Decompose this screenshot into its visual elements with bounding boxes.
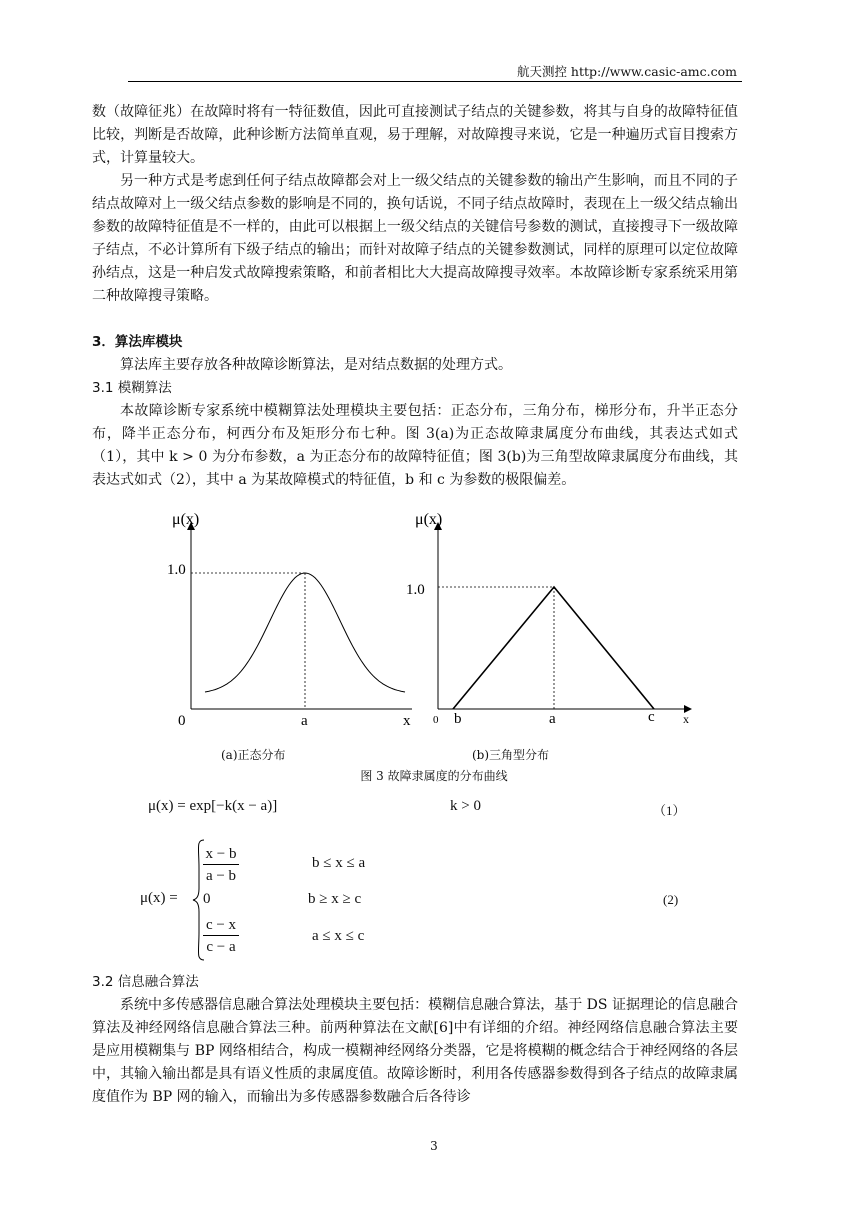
subcaption-a: (a)正态分布: [221, 748, 286, 762]
eq2-row1-cond: b ≤ x ≤ a: [312, 855, 366, 871]
panel-b: [406, 511, 689, 727]
eq1-lhs: μ(x) = exp[−k(x − a)]: [148, 798, 278, 814]
panel-b-origin: 0: [433, 714, 439, 726]
subsection-heading: 3.2 信息融合算法: [92, 974, 199, 990]
figure-caption: 图 3 故障隶属度的分布曲线: [360, 769, 508, 783]
panel-b-x-label: x: [683, 712, 689, 726]
header-rule: [128, 81, 742, 82]
eq1-number: （1）: [653, 803, 686, 818]
panel-b-a-label: a: [549, 711, 556, 727]
eq2-row1-fraction: [203, 844, 239, 887]
panel-a-x-label: x: [403, 713, 411, 729]
paragraph: 数（故障征兆）在故障时将有一特征数值，因此可直接测试子结点的关键参数，将其与自身的故障特征值比较，判断是否故障，此种诊断方法简单直观，易于理解，对故障搜寻来说，它是一种遍历式盲目搜索方式，计算量较大。: [92, 104, 738, 166]
eq2-row3-den: c − a: [206, 939, 236, 955]
panel-b-triangle: [453, 587, 654, 709]
eq2-lhs: μ(x) =: [140, 890, 178, 906]
panel-b-ylabel: μ(x): [415, 511, 443, 528]
panel-a-ylabel: μ(x): [172, 511, 200, 528]
panel-a-a-label: a: [301, 713, 308, 729]
paragraph: 系统中多传感器信息融合算法处理模块主要包括：模糊信息融合算法，基于 DS 证据理论的信息融合算法及神经网络信息融合算法三种。前两种算法在文献[6]中有详细的介绍。神经网络信息融合算法主要是应用模糊集与 BP 网络相结合，构成一模糊神经网络分类器，它是将模糊的概念结合于神经网络的各层中，其输入输出都是具有语义性质的隶属度值。故障诊断时，利用各传感器参数得到各子结点的故障隶属度值作为 BP 网的输入，而输出为多传感器参数融合后各待诊: [92, 997, 738, 1105]
eq2-row3-fraction: [203, 915, 239, 958]
page-number: 3: [430, 1139, 438, 1153]
figure-3-svg: [150, 504, 710, 754]
eq2-row3-num: c − x: [203, 915, 239, 936]
paragraph: 算法库主要存放各种故障诊断算法，是对结点数据的处理方式。: [120, 357, 512, 373]
equation-2: [140, 838, 700, 963]
eq2-row1-den: a − b: [205, 868, 237, 884]
eq2-row2-val: 0: [203, 891, 211, 907]
paragraph: 另一种方式是考虑到任何子结点故障都会对上一级父结点的关键参数的输出产生影响，而且不同的子结点故障对上一级父结点参数的影响是不同的，换句话说，不同子结点故障时，表现在上一级父结点输出参数的故障特征值是不一样的，由此可以根据上一级父结点的关键信号参数的测试，直接搜寻下一级故障子结点，不必计算所有下级子结点的输出；而针对故障子结点的关键参数测试，同样的原理可以定位故障孙结点，这是一种启发式故障搜索策略，和前者相比大大提高故障搜寻效率。本故障诊断专家系统采用第二种故障搜寻策略。: [92, 173, 738, 304]
body-text: [92, 101, 738, 492]
section-heading: 3．算法库模块: [92, 334, 183, 350]
eq2-number: (2): [663, 892, 679, 907]
subcaption-b: (b)三角型分布: [472, 748, 550, 762]
running-header: 航天测控 http://www.casic-amc.com: [516, 64, 737, 79]
eq2-row1-num: x − b: [203, 844, 239, 865]
paragraph: 本故障诊断专家系统中模糊算法处理模块主要包括：正态分布，三角分布，梯形分布，升半正态分布，降半正态分布，柯西分布及矩形分布七种。图 3(a)为正态故障隶属度分布曲线，其表达式如式（1），其中 k > 0 为分布参数，a 为正态分布的故障特征值；图 3(b)为三角型故障隶属度分布曲线，其表达式如式（2），其中 a 为某故障模式的特征值，b 和 c 为参数的极限偏差。: [92, 403, 738, 488]
panel-a-tick-1: 1.0: [167, 562, 186, 578]
panel-b-b-label: b: [454, 711, 462, 727]
section-3-2: [92, 971, 738, 1109]
subsection-heading: 3.1 模糊算法: [92, 380, 172, 396]
panel-a-origin: 0: [178, 713, 186, 729]
panel-b-c-label: c: [648, 709, 655, 725]
panel-b-tick-1: 1.0: [406, 582, 425, 598]
eq1-condition: k > 0: [450, 798, 481, 814]
panel-a: [167, 511, 412, 729]
eq2-row2-cond: b ≥ x ≥ c: [308, 891, 362, 907]
eq2-row3-cond: a ≤ x ≤ c: [312, 928, 365, 944]
